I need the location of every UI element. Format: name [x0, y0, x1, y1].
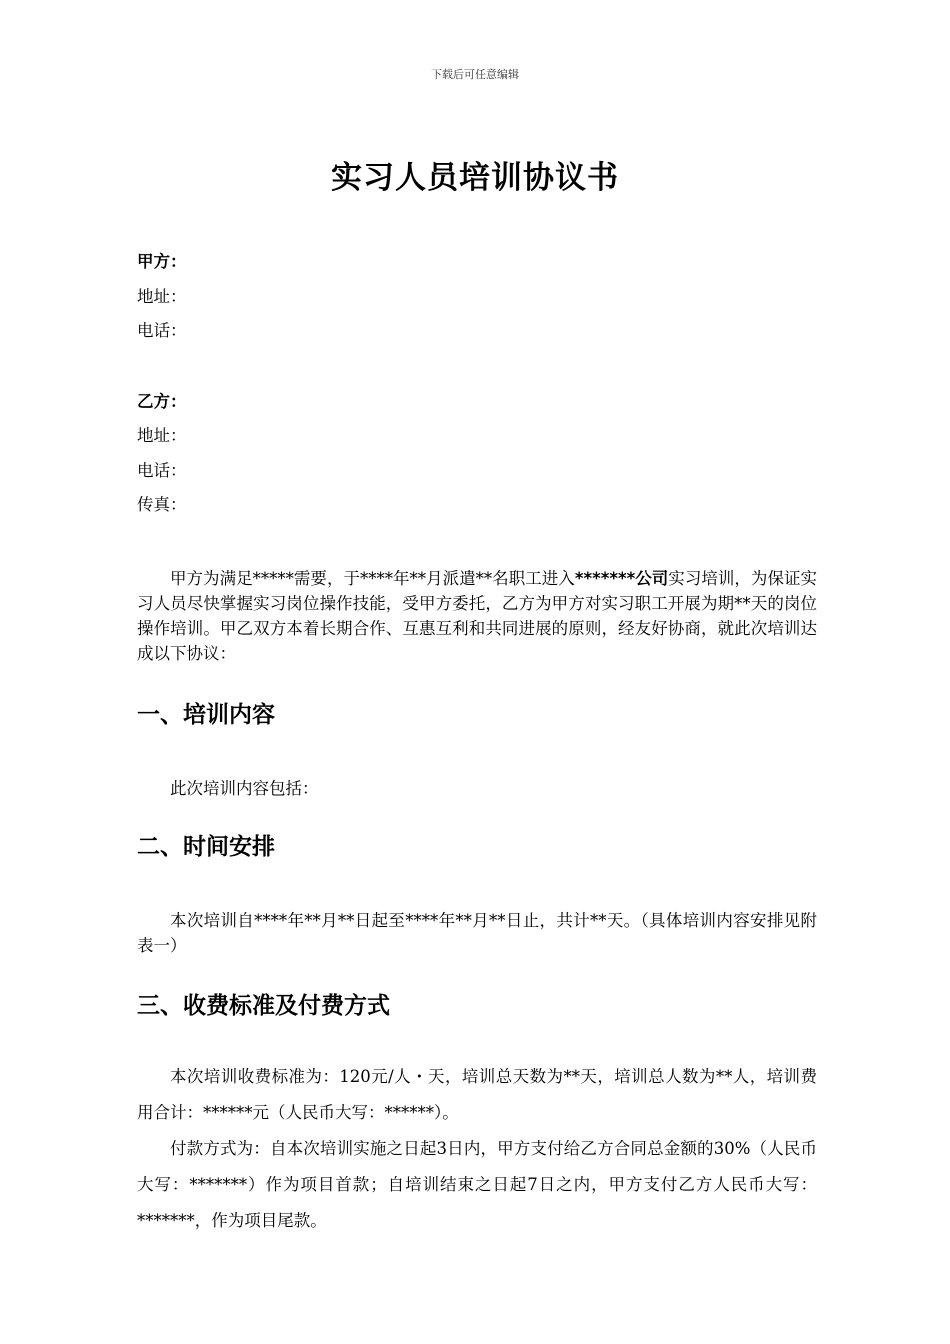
header-note: 下载后可任意编辑 [431, 68, 519, 81]
spacer [137, 801, 817, 832]
spacer [137, 958, 817, 991]
spacer [137, 352, 817, 388]
section-body-3-payment: 付款方式为：自本次培训实施之日起3日内，甲方支付给乙方合同总金额的30%（人民币大写：*******）作为项目首款；自培训结束之日起7日之内，甲方支付乙方人民币大写：*******，作为项目尾款。 [137, 1138, 817, 1230]
intro-paragraph [137, 566, 817, 666]
document-title: 实习人员培训协议书 [331, 160, 619, 196]
spacer [137, 526, 817, 566]
party-a-label: 甲方： [137, 252, 187, 271]
intro-text-1: 甲方为满足*****需要，于****年**月派遣**名职工进入 [170, 568, 575, 588]
section-body-2: 本次培训自****年**月**日起至****年**月**日止，共计**天。（具体培训内容安排见附表一） [137, 910, 817, 955]
intro-company: *******公司 [574, 568, 669, 588]
section-body-3: 本次培训收费标准为：120元/人・天，培训总天数为**天，培训总人数为**人，培训费用合计：******元（人民币大写：******）。 [137, 1066, 817, 1122]
section-heading-3: 三、收费标准及付费方式 [137, 992, 390, 1019]
section-heading-2: 二、时间安排 [137, 833, 275, 860]
section-body-1: 此次培训内容包括： [170, 778, 319, 798]
party-a-phone: 电话： [137, 321, 187, 340]
spacer [137, 666, 817, 700]
party-b-address: 地址： [137, 426, 187, 445]
spacer [137, 1021, 817, 1059]
spacer [137, 730, 817, 776]
section-heading-1: 一、培训内容 [137, 701, 275, 728]
document-body [137, 248, 817, 1239]
party-b-fax: 传真： [137, 495, 187, 514]
intro-text-2: 实习培训，为保证实习人员尽快掌握实习岗位操作技能，受甲方委托，乙方为甲方对实习职工开展为期**天的岗位操作培训。甲乙双方本着长期合作、互惠互利和共同进展的原则，经友好协商，就此次培训达成以下协议： [137, 568, 818, 663]
spacer [137, 862, 817, 908]
party-a-address: 地址： [137, 286, 187, 306]
party-b-phone: 电话： [137, 460, 187, 480]
party-b-label: 乙方： [137, 391, 187, 411]
